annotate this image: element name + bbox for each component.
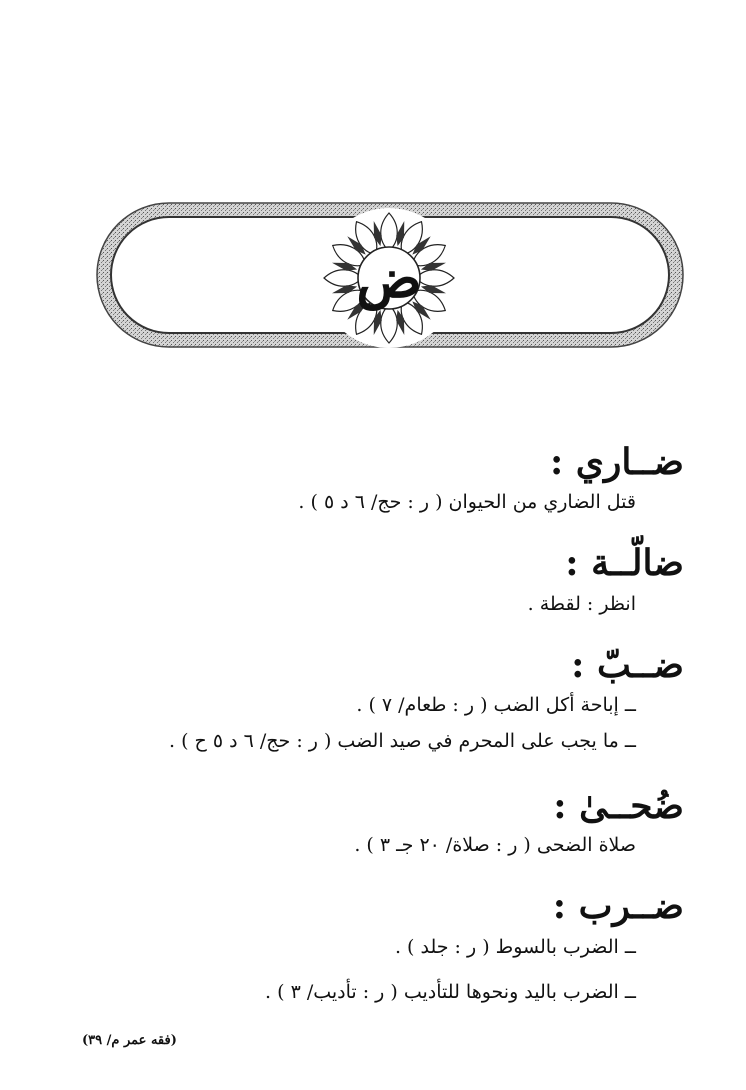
section-letter: ض (356, 246, 422, 310)
entry-title: ضــرب : (552, 885, 684, 927)
entry-line: انظر : لقطة . (527, 593, 636, 615)
entry-line: ــ الضرب بالسوط ( ر : جلد ) . (394, 936, 636, 958)
entry-line: ــ الضرب باليد ونحوها للتأديب ( ر : تأديب/ ٣ ) . (265, 981, 636, 1003)
entry-line: قتل الضاري من الحيوان ( ر : حج/ ٦ د ٥ ) . (298, 491, 636, 513)
entry-title: ضُحــىٰ : (553, 785, 684, 827)
entry-title: ضالّــة : (565, 542, 684, 584)
entry-line: صلاة الضحى ( ر : صلاة/ ٢٠ جـ ٣ ) . (354, 834, 636, 856)
page-footer-code: (فقه عمر م/ ٣٩) (82, 1033, 177, 1048)
entry-line: ــ إباحة أكل الضب ( ر : طعام/ ٧ ) . (356, 694, 636, 716)
entry-line: ــ ما يجب على المحرم في صيد الضب ( ر : حج/ ٦ د ٥ ح ) . (169, 730, 636, 752)
entry-title: ضــاري : (549, 441, 684, 483)
entry-title: ضــبّ : (571, 644, 684, 686)
